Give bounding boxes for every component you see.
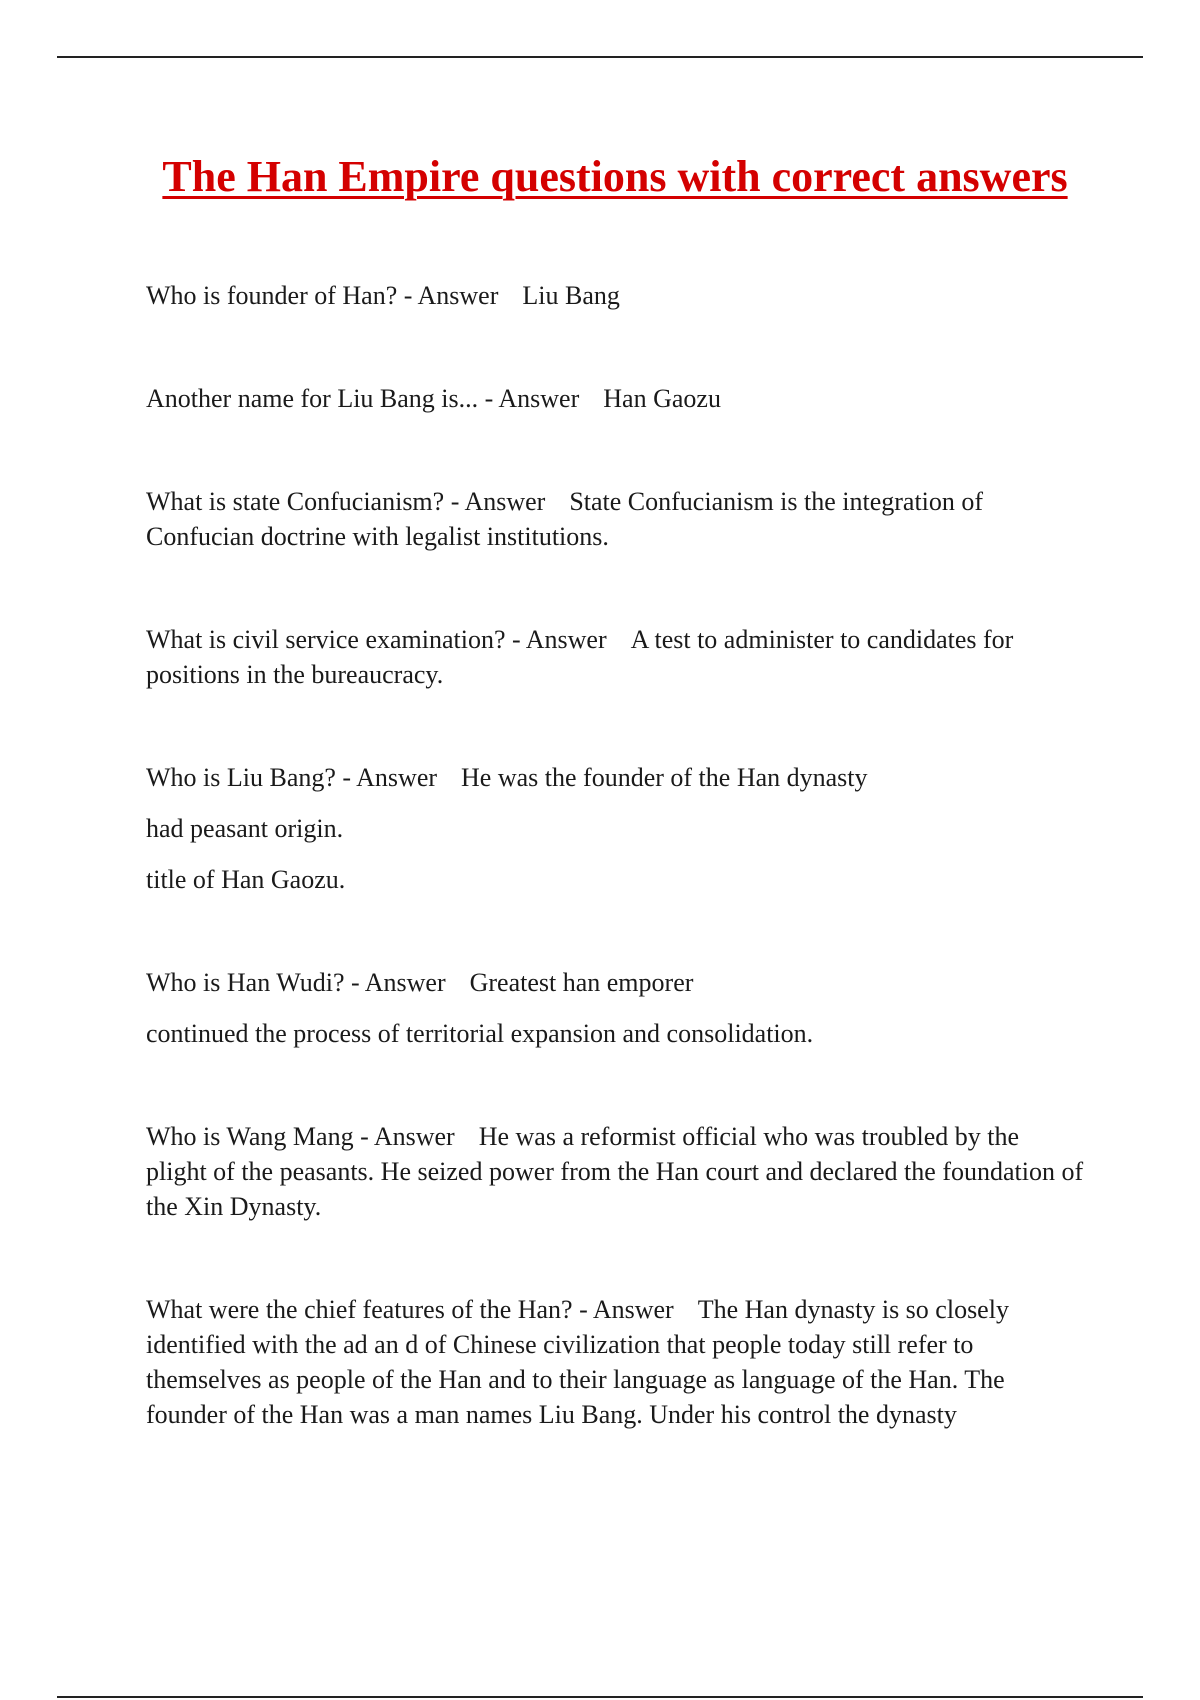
qa-item (146, 484, 1084, 554)
answer-text: The Han dynasty is so closely identified with the ad an d of Chinese civilization that people today still refer to themselves as people of the Han and to their language as language of the Han. The founder of the Han was a man names Liu Bang. Under his control the dynasty (146, 1295, 1009, 1429)
answer-text: He was the founder of the Han dynasty (461, 763, 868, 792)
answer-extra-line: continued the process of territorial expansion and consolidation. (146, 1019, 814, 1048)
qa-list (146, 278, 1084, 1432)
answer-label: Answer (525, 625, 607, 654)
qa-item (146, 1292, 1084, 1432)
qa-line: Who is founder of Han? - Answer Liu Bang (146, 281, 620, 310)
answer-label: Answer (373, 1122, 455, 1151)
qa-line: What is state Confucianism? - Answer State Confucianism is the integration of Confucian doctrine with legalist institutions. (146, 487, 984, 551)
question-text: What is state Confucianism? (146, 487, 445, 516)
qa-item (146, 965, 1084, 1051)
answer-label: Answer (592, 1295, 674, 1324)
qa-line: Who is Wang Mang - Answer He was a reformist official who was troubled by the plight of the peasants. He seized power from the Han court and declared the foundation of the Xin Dynasty. (146, 1122, 1084, 1221)
question-text: Who is Liu Bang? (146, 763, 336, 792)
answer-text: Greatest han emporer (469, 968, 694, 997)
question-text: Who is founder of Han? (146, 281, 398, 310)
answer-label: Answer (464, 487, 546, 516)
qa-item (146, 622, 1084, 692)
bottom-rule (57, 1696, 1143, 1698)
answer-text: He was a reformist official who was troubled by the plight of the peasants. He seized power from the Han court and declared the foundation of the Xin Dynasty. (146, 1122, 1084, 1221)
answer-text: State Confucianism is the integration of Confucian doctrine with legalist institutions. (146, 487, 984, 551)
qa-line: Who is Han Wudi? - Answer Greatest han emporer (146, 968, 694, 997)
qa-line: What were the chief features of the Han? - Answer The Han dynasty is so closely identified with the ad an d of Chinese civilization that people today still refer to themselves as people of the Han and to their language as language of the Han. The founder of the Han was a man names Liu Bang. Under his control the dynasty (146, 1295, 1009, 1429)
question-text: What were the chief features of the Han? (146, 1295, 573, 1324)
page-title: The Han Empire questions with correct answers (162, 152, 1068, 201)
answer-label: Answer (417, 281, 499, 310)
answer-extra-line: title of Han Gaozu. (146, 865, 346, 894)
question-text: Another name for Liu Bang is... (146, 384, 479, 413)
answer-label: Answer (356, 763, 438, 792)
qa-item (146, 381, 1084, 416)
top-rule (57, 56, 1143, 58)
answer-label: Answer (364, 968, 446, 997)
question-text: Who is Wang Mang (146, 1122, 354, 1151)
answer-text: A test to administer to candidates for positions in the bureaucracy. (146, 625, 1014, 689)
qa-line: Who is Liu Bang? - Answer He was the founder of the Han dynasty (146, 763, 868, 792)
answer-text: Han Gaozu (603, 384, 721, 413)
question-text: Who is Han Wudi? (146, 968, 345, 997)
qa-line: Another name for Liu Bang is... - Answer Han Gaozu (146, 384, 721, 413)
answer-label: Answer (498, 384, 580, 413)
qa-item (146, 278, 1084, 313)
qa-item (146, 1119, 1084, 1224)
answer-extra-line: had peasant origin. (146, 814, 344, 843)
qa-line: What is civil service examination? - Answer A test to administer to candidates for positions in the bureaucracy. (146, 625, 1014, 689)
answer-text: Liu Bang (522, 281, 620, 310)
qa-item (146, 760, 1084, 897)
question-text: What is civil service examination? (146, 625, 506, 654)
